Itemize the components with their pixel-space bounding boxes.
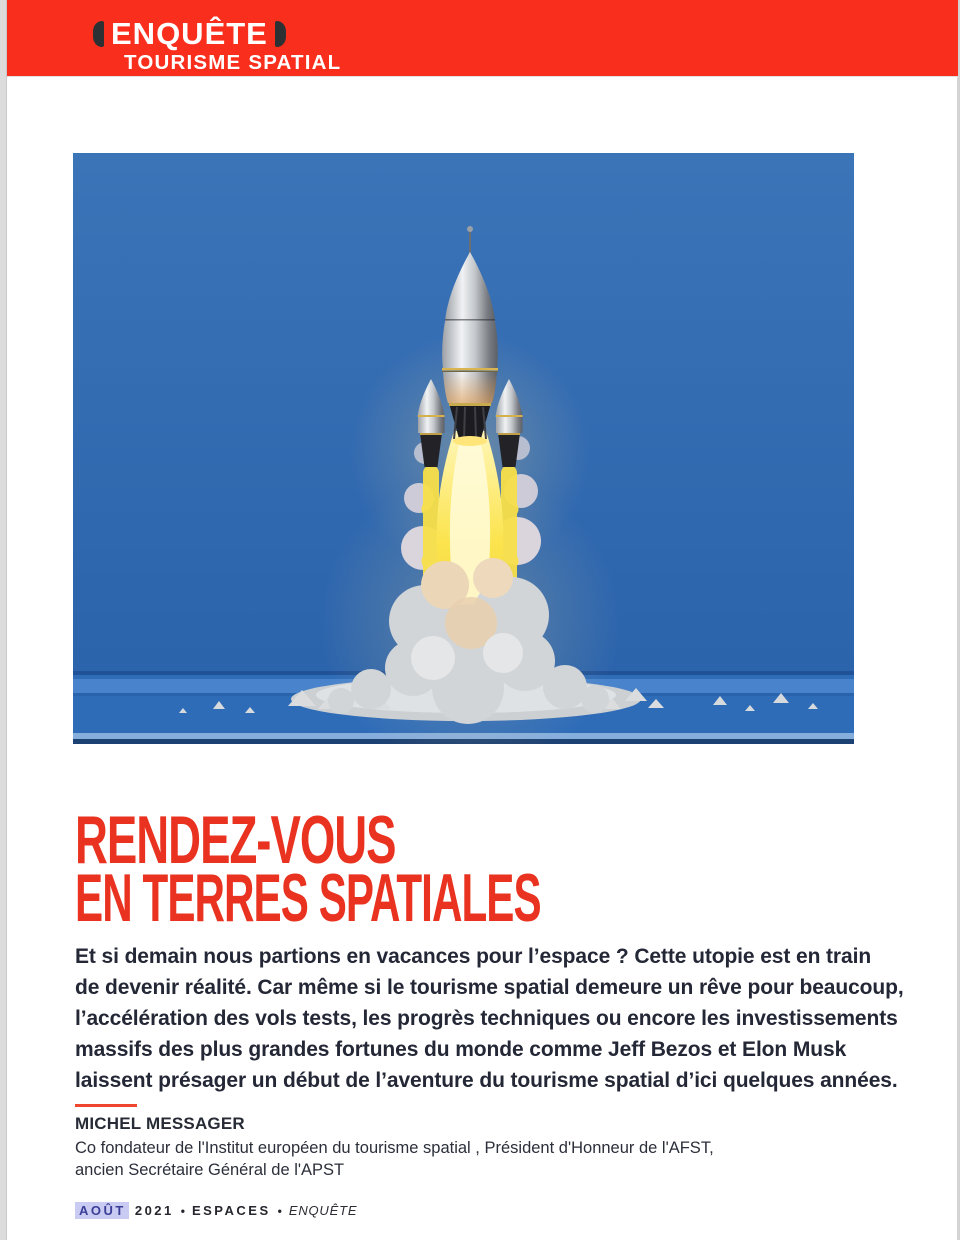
lede-line: massifs des plus grandes fortunes du monde comme Jeff Bezos et Elon Musk — [75, 1038, 847, 1061]
lede-line: Et si demain nous partions en vacances pour l’espace ? Cette utopie est en train — [75, 945, 872, 968]
author-name: MICHEL MESSAGER — [75, 1114, 245, 1133]
author-role-line-1: Co fondateur de l'Institut européen du tourisme spatial , Président d'Honneur de l'AFST, — [75, 1139, 714, 1157]
footer-separator: • — [180, 1203, 185, 1218]
lede-line: de devenir réalité. Car même si le tourisme spatial demeure un rêve pour beaucoup, — [75, 976, 904, 999]
footer-year: 2021 — [134, 1203, 174, 1218]
footer-magazine: ESPACES — [191, 1203, 271, 1218]
page-left-gutter — [0, 0, 7, 1240]
lede-line: laissent présager un début de l’aventure du tourisme spatial d’ici quelques années. — [75, 1069, 898, 1092]
rocket-illustration — [73, 153, 854, 744]
author-role-line-2: ancien Secrétaire Général de l'APST — [75, 1161, 345, 1179]
kicker-subject: TOURISME SPATIAL — [124, 51, 342, 74]
article-headline — [75, 802, 826, 936]
page-footer — [75, 1202, 357, 1219]
author-role — [75, 1137, 714, 1181]
footer-separator: • — [277, 1203, 282, 1218]
hero-image — [73, 153, 854, 744]
headline-line-1: RENDEZ-VOUS — [75, 802, 396, 878]
footer-section: ENQUÊTE — [288, 1203, 358, 1218]
kicker-logo — [93, 17, 341, 75]
headline-line-2: EN TERRES SPATIALES — [75, 860, 541, 936]
bracket-right-icon — [275, 21, 286, 47]
byline-rule — [75, 1104, 137, 1107]
lede-paragraph — [75, 941, 905, 1096]
footer-month-highlight: AOÛT — [75, 1202, 129, 1219]
kicker-banner — [7, 0, 958, 77]
lede-line: l’accélération des vols tests, les progrès techniques ou encore les investissements — [75, 1007, 898, 1030]
kicker-label: ENQUÊTE — [111, 16, 268, 51]
bracket-left-icon — [93, 21, 104, 47]
